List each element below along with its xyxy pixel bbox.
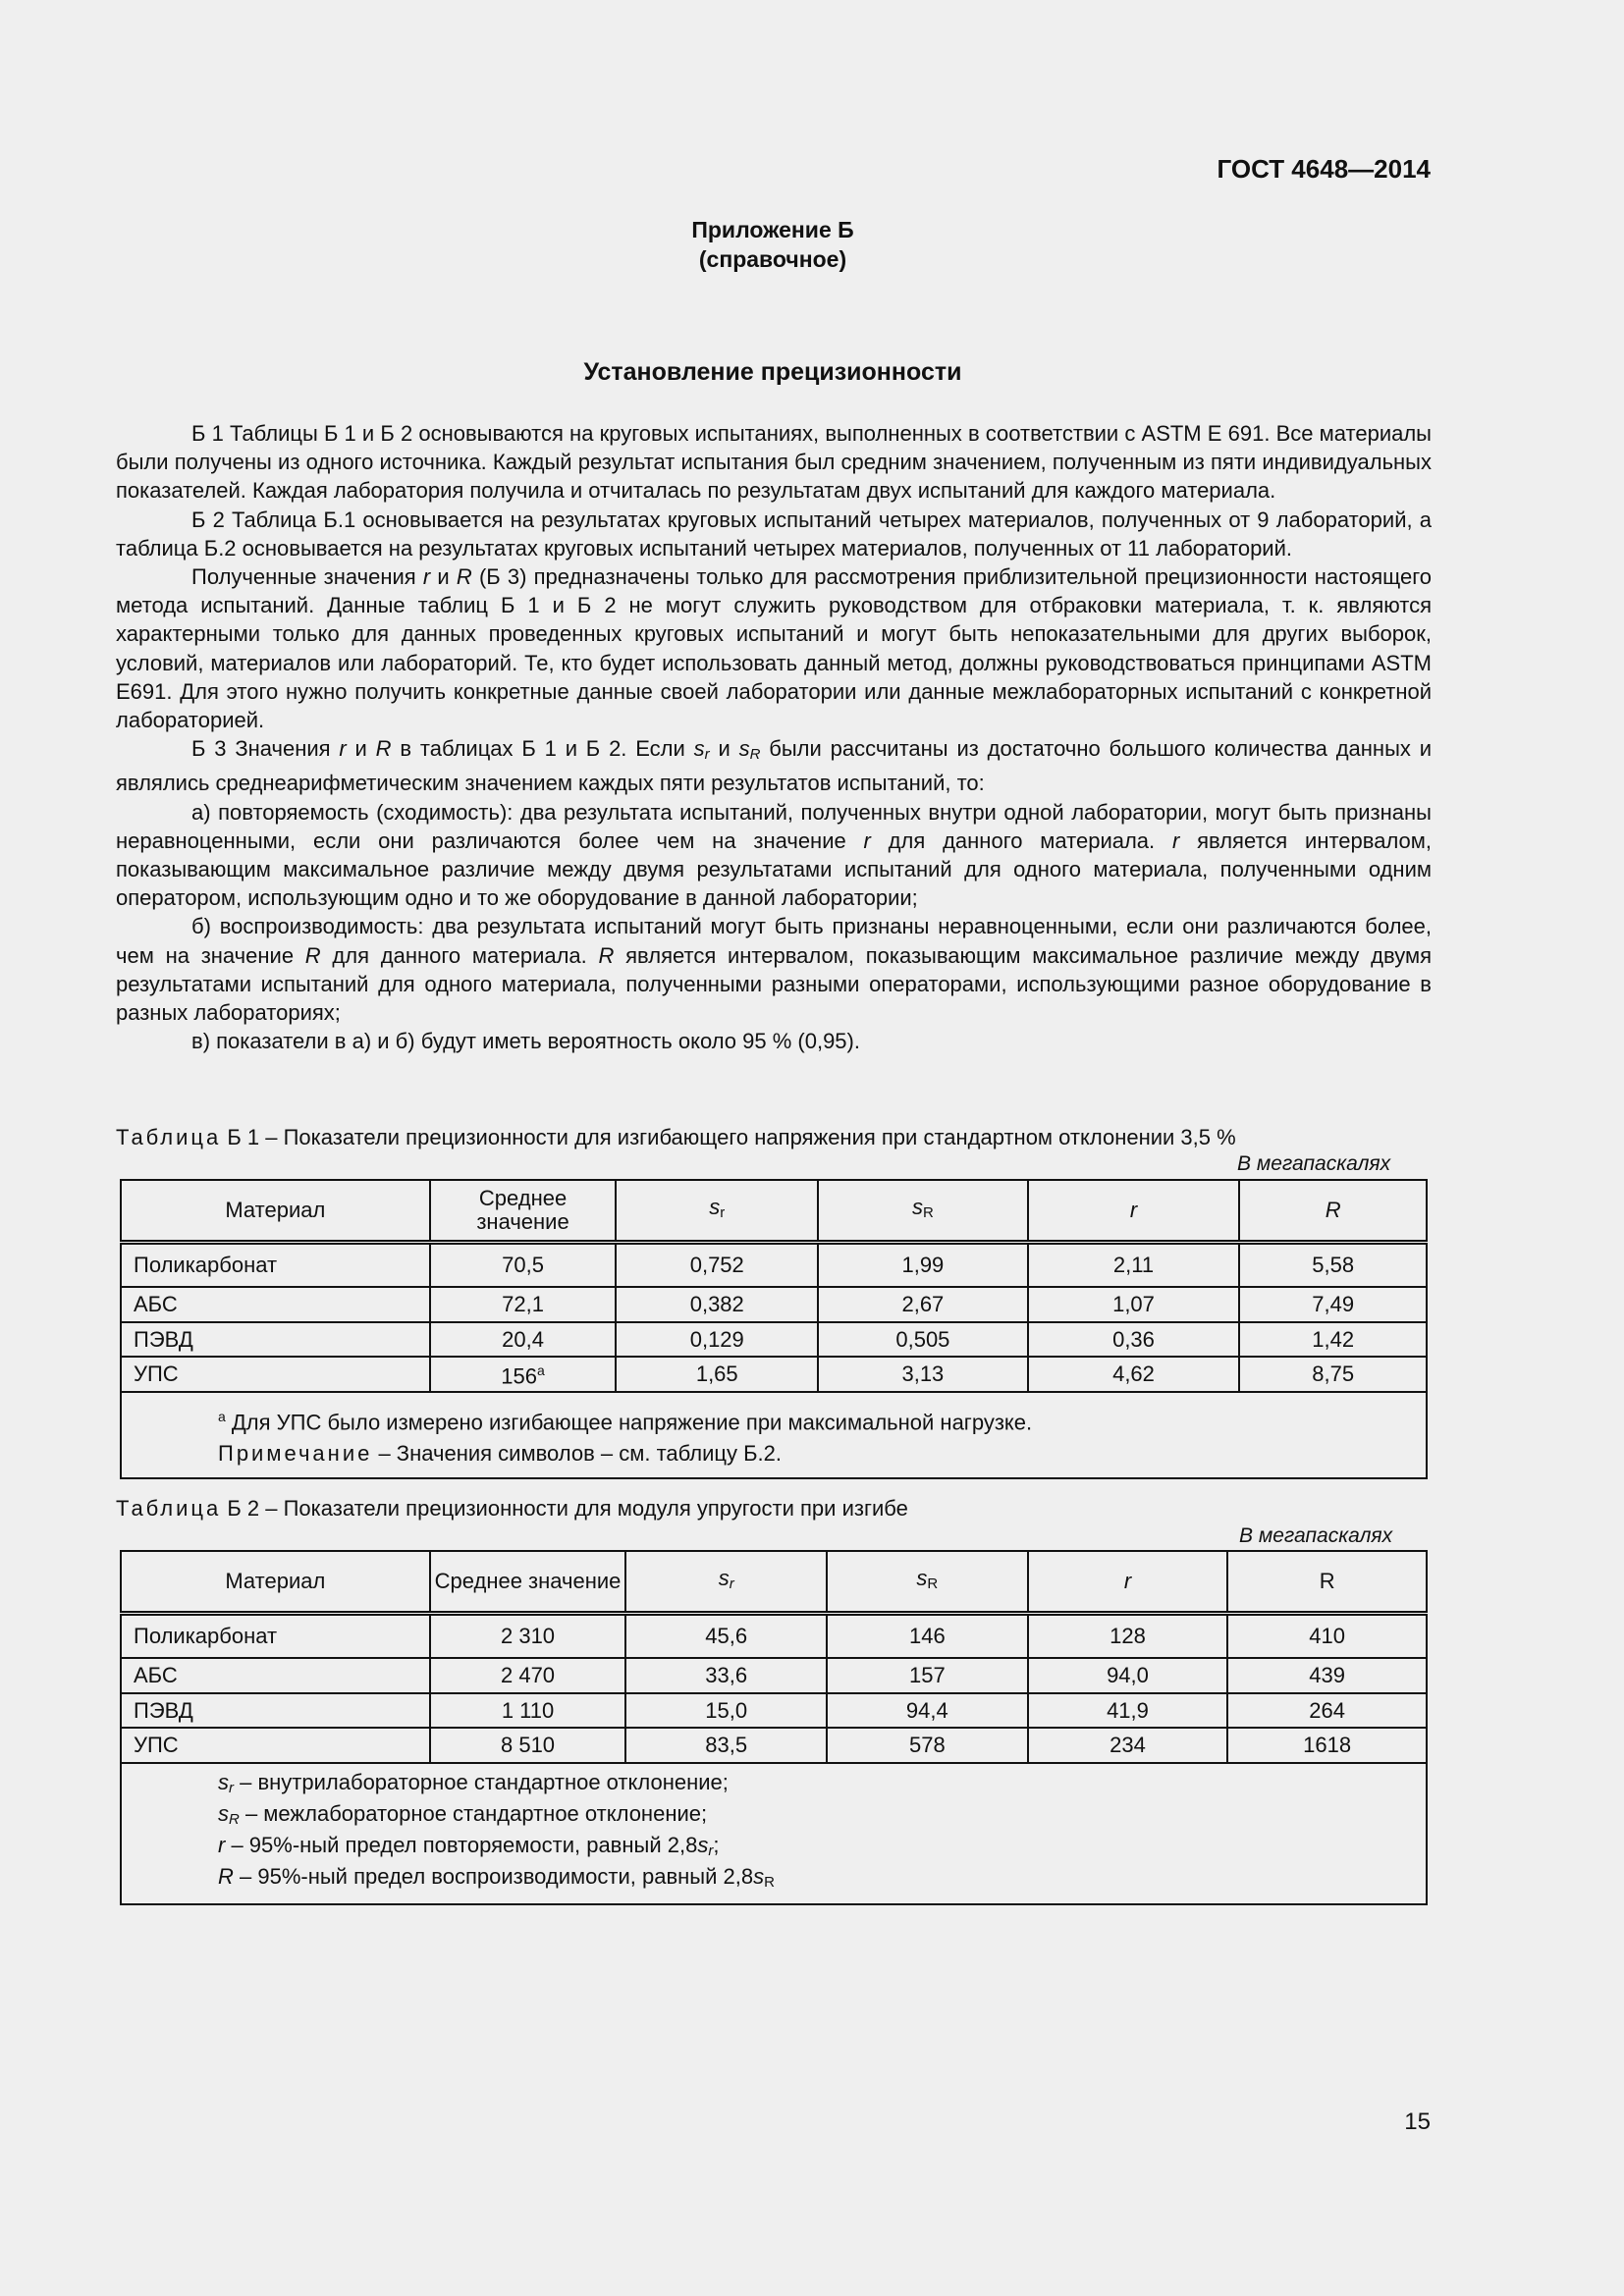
paragraph-c: в) показатели в а) и б) будут иметь вероятность около 95 % (0,95). — [191, 1029, 860, 1054]
table1-header-mean: Среднее значение — [430, 1180, 617, 1243]
paragraph-b: б) воспроизводимость: два результата испытаний могут быть признаны неравноценными, если они различаются более, чем на значение R для данного материала. R является интервалом, показывающим максимальное различие между двумя результатами испытаний для одного материала, полученными разными операторами, использующими разное оборудование в разных лабораториях; — [116, 914, 1432, 1026]
table1 — [120, 1179, 1428, 1479]
paragraph-b3: Б 3 Значения r и R в таблицах Б 1 и Б 2. Если $s_r$ и $s_R$ были рассчитаны из достаточно большого количества данных и являлись среднеарифметическим значением каждых пяти результатов испытаний, то: — [116, 736, 1433, 796]
table2-header-sr: $s_r$ — [625, 1551, 827, 1614]
page-number: 15 — [1404, 2109, 1431, 2135]
section-title: Установление прецизионности — [583, 358, 962, 386]
table2-header-R: R — [1227, 1551, 1427, 1614]
body-text — [116, 419, 1432, 1055]
table2-header-material: Материал — [121, 1551, 430, 1614]
standard-number: ГОСТ 4648—2014 — [1217, 154, 1431, 184]
table1-header-row — [121, 1180, 1427, 1243]
table-row: УПС $156^а$ 1,65 3,13 4,62 8,75 — [121, 1357, 1427, 1392]
appendix-title: Приложение Б — [691, 217, 854, 242]
table2-caption: Таблица Б 2 – Показатели прецизионности для модуля упругости при изгибе — [116, 1496, 908, 1521]
table2-header-r: r — [1028, 1551, 1228, 1614]
table-row: Поликарбонат 2 310 45,6 146 128 410 — [121, 1614, 1427, 1658]
legend-r: r – 95%-ный предел повторяемости, равный $2,8s_r$; — [218, 1832, 720, 1859]
table1-header-r: r — [1028, 1180, 1240, 1243]
table2-units: В мегапаскалях — [1239, 1524, 1393, 1547]
table-row: Поликарбонат 70,5 0,752 1,99 2,11 5,58 — [121, 1243, 1427, 1287]
table1-header-sr: $s_r$ — [616, 1180, 818, 1243]
paragraph-a: а) повторяемость (сходимость): два результата испытаний, полученных внутри одной лаборатории, могут быть признаны неравноценными, если они различаются более чем на значение r для данного материала. r является интервалом, показывающим максимальное различие между двумя результатами испытаний для одного материала, полученными одним оператором, использующим одно и то же оборудование в данной лаборатории; — [116, 799, 1432, 911]
table-row: ПЭВД 1 110 15,0 94,4 41,9 264 — [121, 1693, 1427, 1728]
table1-footnote: $^а$ Для УПС было измерено изгибающее напряжение при максимальной нагрузке. — [218, 1408, 1033, 1434]
table1-note: Примечание – Значения символов – см. таблицу Б.2. — [218, 1440, 782, 1466]
paragraph-b1: Б 1 Таблицы Б 1 и Б 2 основываются на круговых испытаниях, выполненных в соответствии с ASTM E 691. Все материалы были получены из одного источника. Каждый результат испытания был средним значением, полученным из пяти индивидуальных показателей. Каждая лаборатория получила и отчиталась по результатам двух испытаний для каждого материала. — [116, 421, 1432, 504]
table1-header-R: R — [1239, 1180, 1427, 1243]
table1-notes-row — [121, 1392, 1427, 1478]
legend-sR: $s_R$ – межлабораторное стандартное отклонение; — [218, 1800, 708, 1828]
legend-sr: $s_r$ – внутрилабораторное стандартное отклонение; — [218, 1769, 729, 1796]
table2 — [120, 1550, 1428, 1905]
paragraph-3: Полученные значения r и R (Б 3) предназначены только для рассмотрения приблизительной прецизионности настоящего метода испытаний. Данные таблиц Б 1 и Б 2 не могут служить руководством для отбраковки материала, т. к. являются характерными только для данных проведенных круговых испытаний и могут быть непоказательными для других выборок, условий, материалов или лабораторий. Те, кто будет использовать данный метод, должны руководствоваться принципами ASTM E691. Для этого нужно получить конкретные данные своей лаборатории или данные межлабораторных испытаний с конкретной лабораторией. — [116, 564, 1432, 733]
table1-header-material: Материал — [121, 1180, 430, 1243]
table2-legend-row — [121, 1763, 1427, 1904]
table2-header-mean: Среднее значение — [430, 1551, 626, 1614]
table-row: ПЭВД 20,4 0,129 0,505 0,36 1,42 — [121, 1322, 1427, 1357]
legend-R: R – 95%-ный предел воспроизводимости, равный $2,8s_R$ — [218, 1863, 775, 1891]
table-row: УПС 8 510 83,5 578 234 1618 — [121, 1728, 1427, 1763]
table2-header-row — [121, 1551, 1427, 1614]
table1-caption: Таблица Б 1 – Показатели прецизионности для изгибающего напряжения при стандартном отклонении 3,5 % — [116, 1125, 1236, 1149]
table2-header-sR: $s_R$ — [827, 1551, 1028, 1614]
table-row: АБС 2 470 33,6 157 94,0 439 — [121, 1658, 1427, 1693]
appendix-subtitle: (справочное) — [698, 246, 847, 272]
table1-header-sR: $s_R$ — [818, 1180, 1028, 1243]
table-row: АБС 72,1 0,382 2,67 1,07 7,49 — [121, 1287, 1427, 1322]
paragraph-b2: Б 2 Таблица Б.1 основывается на результатах круговых испытаний четырех материалов, полученных от 9 лабораторий, а таблица Б.2 основывается на результатах круговых испытаний четырех материалов, полученных от 11 лабораторий. — [116, 507, 1432, 561]
table1-units: В мегапаскалях — [1237, 1152, 1391, 1175]
